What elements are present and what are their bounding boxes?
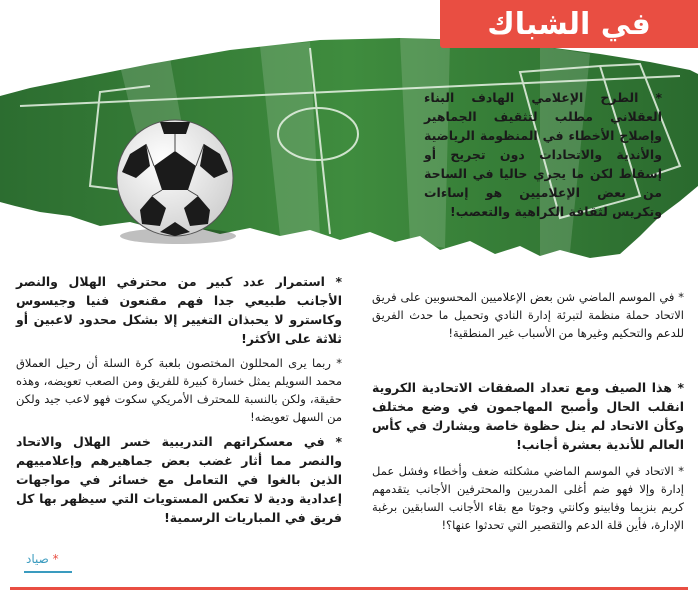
paragraph-text: * الطرح الإعلامي الهادف البناء العقلاني مطلب لتثقيف الجماهير وإصلاح الأخطاء في المنظومة الرياضية والأندية والاتحادات دون تجريح أو إسقاط لكن ما يجري حاليا في الساحة من بعض الإعلاميين هو إساءات وتكريس لثقافة الكراهية والتعصب! bbox=[424, 90, 662, 219]
article-paragraph-7 bbox=[16, 432, 342, 527]
author-name: صياد bbox=[26, 552, 49, 566]
signature-underline bbox=[24, 571, 72, 573]
paragraph-text: * الاتحاد في الموسم الماضي مشكلته ضعف وأخطاء وفشل عمل إدارة وإلا فهو ضم أغلى المدربين والمحترفين الأجانب يتقدمهم كريم بنزيما وفابينو وكانتي وجوتا مع بقاء الأجانب السابقين برغبة الإدارة، فأين قلة الدعم والتقصير التي تحدثوا عنها؟! bbox=[372, 464, 684, 532]
section-title-text: في الشباك bbox=[487, 6, 651, 42]
paragraph-text: * ربما يرى المحللون المختصون بلعبة كرة السلة أن رحيل العملاق محمد السويلم يمثل خسارة كبيرة للفريق ومن الصعب تعويضه، وهذه حقيقة، ولكن بالنسبة للمحترف الأمريكي سكوت فهو لاعب جيد ولكن من السهل تعويضه! bbox=[16, 356, 342, 424]
bottom-divider bbox=[10, 587, 688, 590]
article-paragraph-5 bbox=[16, 272, 342, 348]
article-paragraph-1 bbox=[424, 88, 662, 221]
section-title bbox=[440, 0, 698, 48]
paragraph-text: * في معسكراتهم التدريبية خسر الهلال والاتحاد والنصر مما أثار غضب بعض جماهيرهم وإعلامييهم الذين بالغوا في التعامل مع خسائر في مواجهات إعدادية ودية لا تعكس المستويات التي سيظهر بها كل فريق في المباريات الرسمية! bbox=[16, 434, 342, 525]
author-signature bbox=[26, 552, 59, 566]
article-paragraph-3 bbox=[372, 378, 684, 454]
paragraph-text: * في الموسم الماضي شن بعض الإعلاميين المحسوبين على فريق الاتحاد حملة منظمة لتبرئة إدارة النادي وتحميل ما حدث الفريق للدعم والتحكيم وغيرها من الأسباب غير المنطقية! bbox=[372, 290, 684, 340]
article-paragraph-4 bbox=[372, 462, 684, 534]
paragraph-text: * هذا الصيف ومع تعداد الصفقات الاتحادية الكروية انقلب الحال وأصبح المهاجمون في وضع مختلف وكأن الاتحاد لم ينل حظوة خاصة ويشارك في كأس العالم للأندية بعشرة أجانب! bbox=[372, 380, 684, 452]
signature-star: * bbox=[52, 552, 59, 566]
paragraph-text: * استمرار عدد كبير من محترفي الهلال والنصر الأجانب طبيعي جدا فهم مقنعون فنيا وجيسوس وكاسترو لا يحبذان التغيير إلا بشكل محدود لاعبين أو ثلاثة على الأكثر! bbox=[16, 274, 342, 346]
article-paragraph-6 bbox=[16, 354, 342, 426]
article-paragraph-2 bbox=[372, 288, 684, 342]
